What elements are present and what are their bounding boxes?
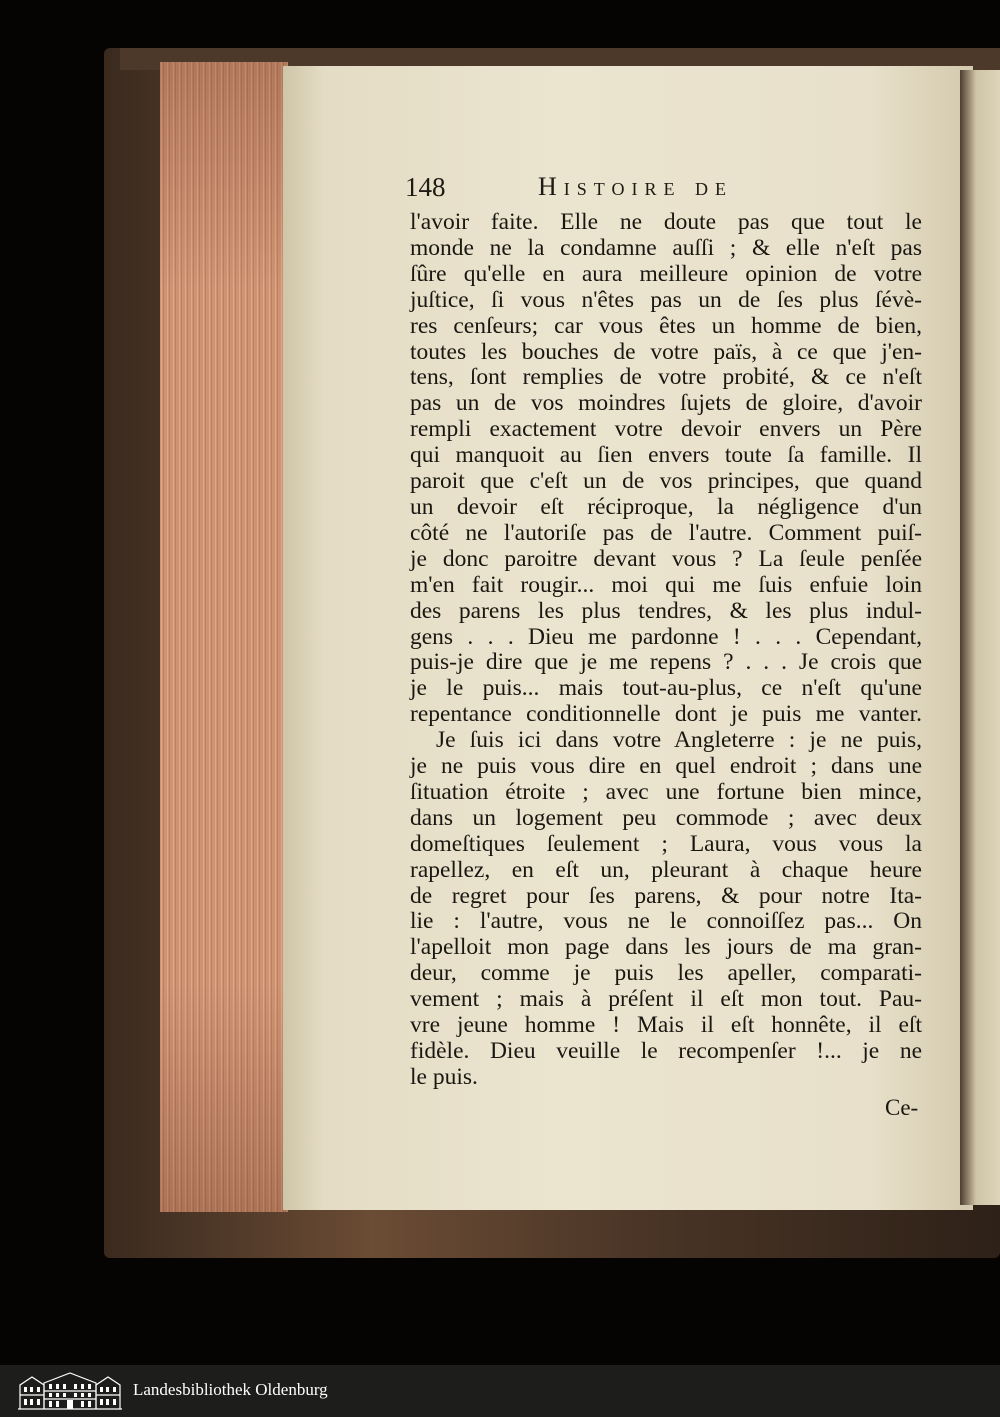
text-line: l'avoir faite. Elle ne doute pas que tout le [410,209,922,235]
text-line: ſûre qu'elle en aura meilleure opinion de votre [410,260,922,287]
text-line: je donc paroitre devant vous ? La ſeule penſée [410,545,922,572]
paragraph-2 [410,728,922,1091]
library-building-icon [18,1371,122,1411]
text-line: des parens les plus tendres, & les plus indul- [410,597,922,624]
text-line: le puis. [410,1063,478,1090]
text-line: rempli exactement votre devoir envers un Père [410,416,922,443]
text-line: toutes les bouches de votre païs, à ce que j'en- [410,338,922,365]
text-line: de regret pour ſes parens, & pour notre Ita- [410,882,922,909]
text-line: domeſtiques ſeulement ; Laura, vous vous la [410,830,922,857]
text-line: côté ne l'autoriſe pas de l'autre. Comment puiſ- [410,519,922,546]
text-line: deur, comme je puis les apeller, comparati- [410,960,922,987]
text-line: je ne puis vous dire en quel endroit ; dans une [410,753,922,780]
text-line: fidèle. Dieu veuille le recompenſer !... je ne [410,1038,922,1064]
text-line: pas un de vos moindres ſujets de gloire, d'avoir [410,390,922,417]
text-line: vre jeune homme ! Mais il eſt honnête, il eſt [410,1012,922,1039]
page-header [405,172,925,206]
catchword: Ce- [885,1095,919,1120]
text-line: tens, ſont remplies de votre probité, & ce n'eſt [410,364,922,391]
text-line: dans un logement peu commode ; avec deux [410,804,922,831]
text-line: vement ; mais à préſent il eſt mon tout. Pau- [410,986,922,1013]
text-line: repentance conditionnelle dont je puis me vanter. [410,701,922,728]
text-line: m'en fait rougir... moi qui me ſuis enfuie loin [410,571,922,598]
paragraph-1 [410,210,922,728]
text-line: je le puis... mais tout-au-plus, ce n'eſt qu'une [410,675,922,702]
text-line: monde ne la condamne auſſi ; & elle n'eſt pas [410,234,922,261]
text-line: rapellez, en eſt un, pleurant à chaque heure [410,856,922,883]
text-line: lie : l'autre, vous ne le connoiſſez pas... On [410,908,922,935]
library-name: Landesbibliothek Oldenburg [133,1380,328,1399]
text-line: un devoir eſt réciproque, la négligence d'un [410,493,922,520]
text-line: res cenſeurs; car vous êtes un homme de bien, [410,312,922,339]
body-text [410,210,922,1091]
running-title: Histoire de [538,172,733,201]
text-line: paroit que c'eſt un de vos principes, que quand [410,468,922,495]
text-line: juſtice, ſi vous n'êtes pas un de ſes plus ſévè- [410,286,922,313]
page-edges-shade [160,62,288,1212]
text-line: Je ſuis ici dans votre Angleterre : je ne puis, [436,727,922,754]
page-number: 148 [405,172,446,202]
text-line: gens . . . Dieu me pardonne ! . . . Cependant, [410,623,922,650]
text-line: l'apelloit mon page dans les jours de ma gran- [410,934,922,961]
footer-bar [0,1365,1000,1417]
text-line: puis-je dire que je me repens ? . . . Je crois que [410,649,922,676]
text-line: qui manquoit au ſien envers toute ſa famille. Il [410,442,922,469]
facing-page-edge [960,70,1000,1205]
text-line: ſituation étroite ; avec une fortune bien mince, [410,778,922,805]
